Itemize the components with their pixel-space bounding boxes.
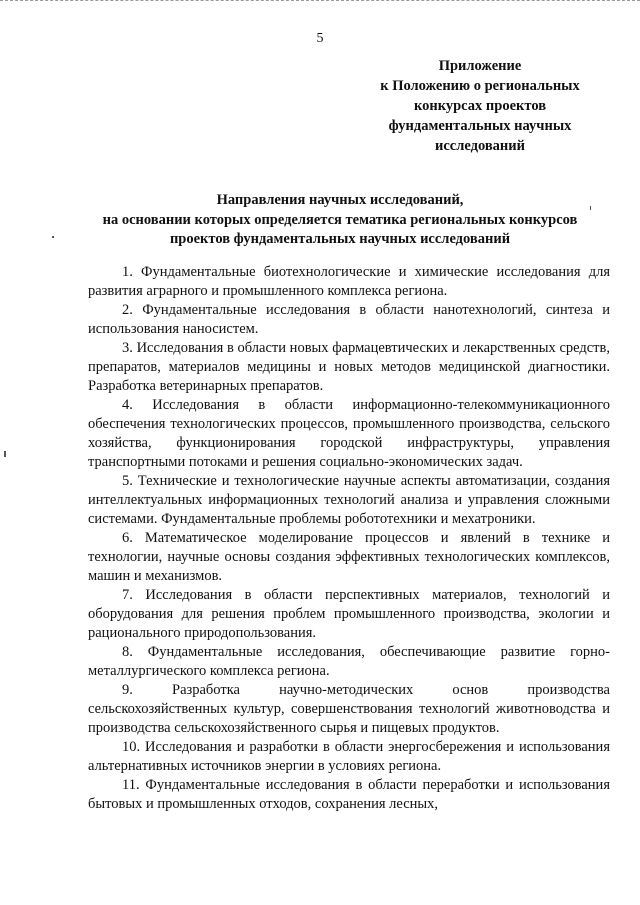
heading-line: проектов фундаментальных научных исследований	[169, 231, 511, 247]
paragraph-10: 10. Исследования и разработки в области энергосбережения и использования альтернативных источников энергии в условиях региона.	[88, 739, 610, 774]
appendix-line: фундаментальных научных	[388, 118, 572, 134]
scan-speck	[590, 206, 591, 210]
appendix-line: исследований	[435, 138, 525, 154]
paragraph-7: 7. Исследования в области перспективных материалов, технологий и оборудования для решения проблем промышленного производства, экологии и рационального природопользования.	[88, 587, 610, 641]
appendix-line: конкурсах проектов	[413, 98, 547, 114]
paragraph-4: 4. Исследования в области информационно-телекоммуникационного обеспечения технологических процессов, промышленного производства, сельского хозяйства, функционирования городской инфраструктуры, управления транспортными потоками и решения социально-экономических задач.	[88, 397, 610, 470]
paragraph-3: 3. Исследования в области новых фармацевтических и лекарственных средств, препаратов, материалов медицины и новых методов медицинской диагностики. Разработка ветеринарных препаратов.	[88, 340, 610, 394]
paragraph-8: 8. Фундаментальные исследования, обеспечивающие развитие горно-металлургического комплекса региона.	[88, 644, 610, 679]
paragraph-5: 5. Технические и технологические научные аспекты автоматизации, создания интеллектуальных информационных технологий анализа и управления сложными системами. Фундаментальные проблемы робототехники и мехатроники.	[88, 473, 610, 527]
paragraph-11: 11. Фундаментальные исследования в области переработки и использования бытовых и промышленных отходов, сохранения лесных,	[88, 777, 610, 812]
scan-speck	[4, 451, 6, 457]
paragraph-1: 1. Фундаментальные биотехнологические и химические исследования для развития аграрного и промышленного комплекса региона.	[88, 264, 610, 299]
paragraph-9: 9. Разработка научно-методических основ производства сельскохозяйственных культур, совершенствования технологий животноводства и производства сельскохозяйственного сырья и пищевых продуктов.	[88, 682, 610, 736]
appendix-line: Приложение	[438, 58, 522, 74]
paragraph-2: 2. Фундаментальные исследования в области нанотехнологий, синтеза и использования наносистем.	[88, 302, 610, 337]
appendix-line: к Положению о региональных	[380, 78, 580, 94]
page-number: 5	[316, 31, 324, 46]
document-heading	[60, 191, 620, 250]
paragraph-6: 6. Математическое моделирование процессов и явлений в технике и технологии, научные основы создания эффективных технологических комплексов, машин и механизмов.	[88, 530, 610, 584]
appendix-header	[350, 56, 610, 156]
scan-top-edge	[0, 0, 640, 3]
heading-line: Направления научных исследований,	[216, 192, 464, 208]
heading-line: на основании которых определяется тематика региональных конкурсов	[102, 211, 578, 228]
document-body	[88, 263, 610, 814]
scan-speck	[52, 236, 54, 238]
